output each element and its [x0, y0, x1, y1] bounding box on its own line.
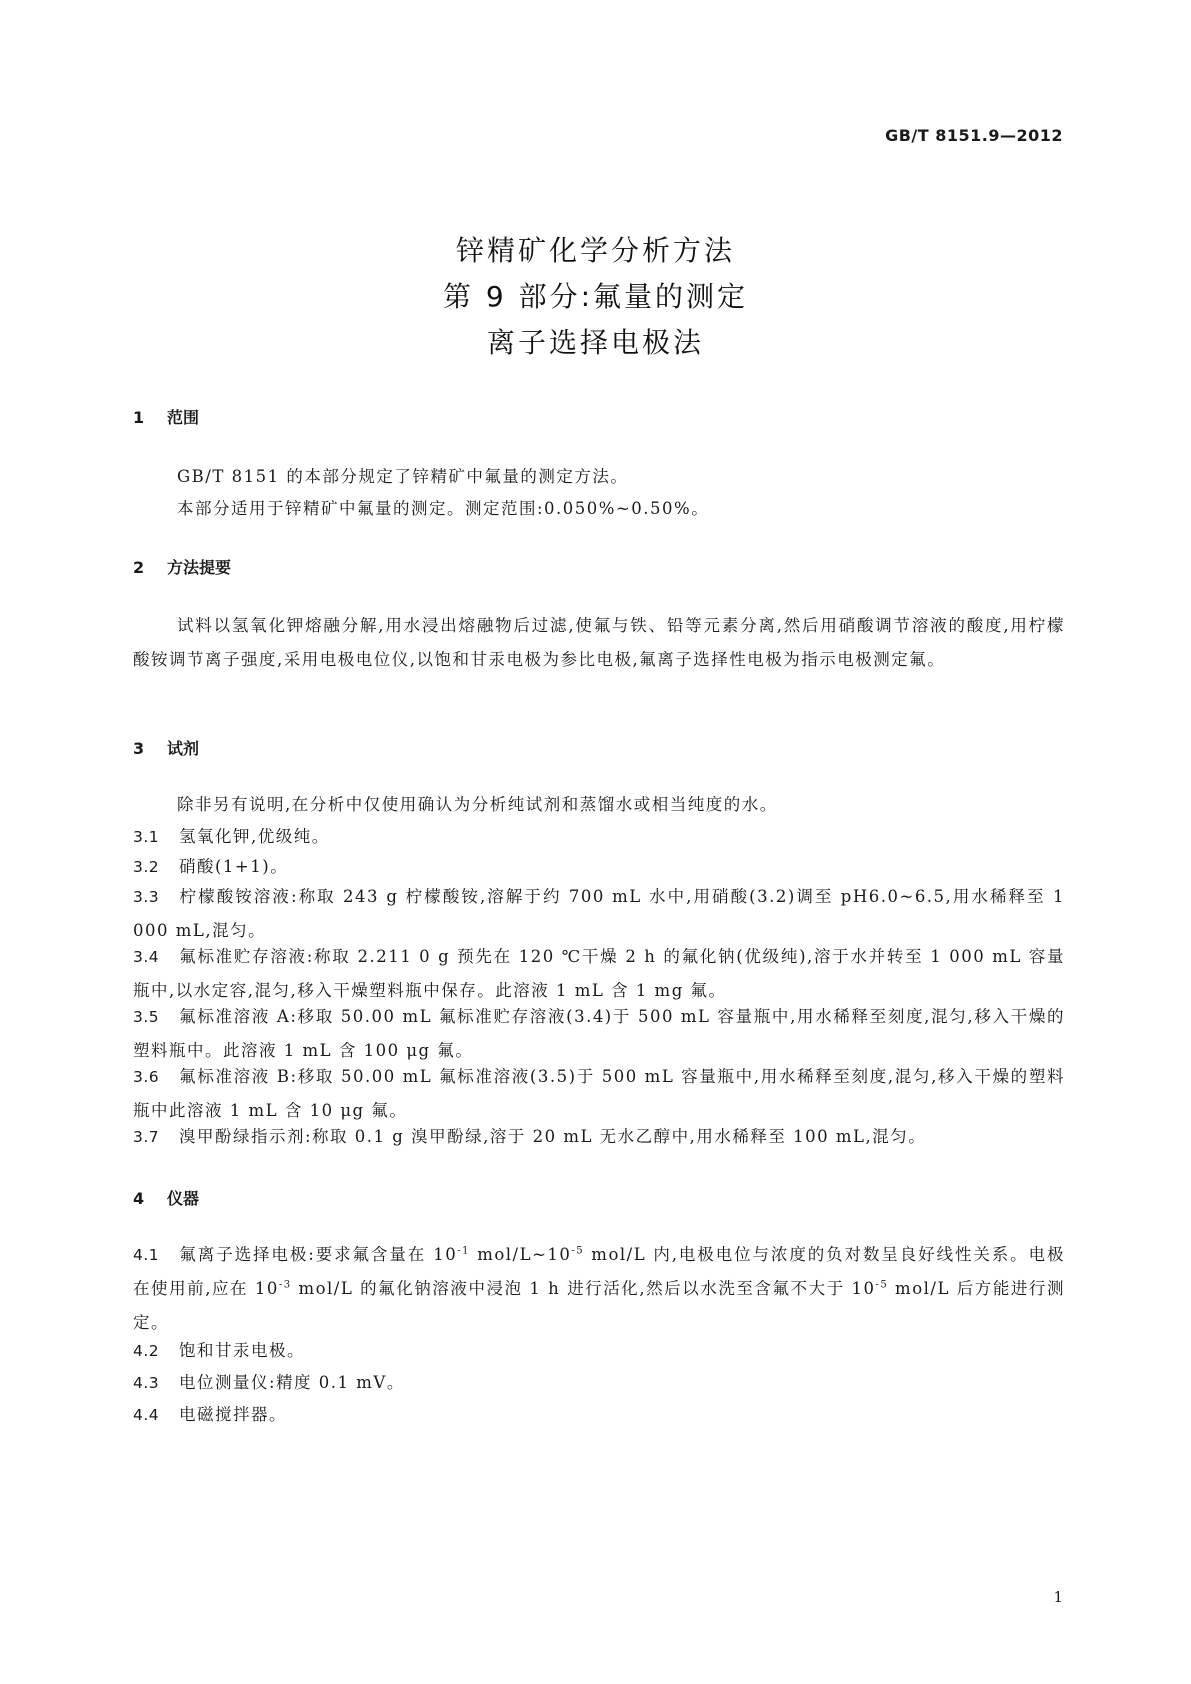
- section-heading-reagents: [133, 736, 199, 759]
- section-title: 方法提要: [167, 558, 232, 577]
- scope-paragraph-2: 本部分适用于锌精矿中氟量的测定。测定范围:0.050%~0.50%。: [177, 499, 710, 518]
- item-text: 饱和甘汞电极。: [179, 1341, 305, 1360]
- section-number: 4: [133, 1189, 145, 1208]
- item-text-part: mol/L~10: [470, 1245, 572, 1264]
- reagent-item: [133, 1000, 1065, 1068]
- reagent-item: [133, 820, 1065, 854]
- exponent: -5: [875, 1279, 889, 1291]
- page-number: 1: [1053, 1588, 1063, 1606]
- reagent-item: [133, 1120, 1065, 1154]
- item-text: 氟标准贮存溶液:称取 2.211 0 g 预先在 120 ℃干燥 2 h 的氟化钠(优级纯),溶于水并转至 1 000 mL 容量瓶中,以水定容,混匀,移入干燥塑料瓶中保存。此溶液 1 mL 含 1 mg 氟。: [133, 947, 1065, 1000]
- method-summary-paragraph: 试料以氢氧化钾熔融分解,用水浸出熔融物后过滤,使氟与铁、铅等元素分离,然后用硝酸调节溶液的酸度,用柠檬酸铵调节离子强度,采用电极电位仪,以饱和甘汞电极为参比电极,氟离子选择性电极为指示电极测定氟。: [133, 616, 1065, 669]
- item-number: 3.1: [133, 828, 160, 846]
- item-text: 氟标准溶液 A:移取 50.00 mL 氟标准贮存溶液(3.4)于 500 mL 容量瓶中,用水稀释至刻度,混匀,移入干燥的塑料瓶中。此溶液 1 mL 含 100 μg 氟。: [133, 1007, 1065, 1060]
- title-line-1: 锌精矿化学分析方法: [455, 234, 735, 267]
- item-text: 氢氧化钾,优级纯。: [179, 827, 330, 846]
- section-title: 仪器: [167, 1189, 200, 1208]
- item-text-part: 氟离子选择电极:要求氟含量在 10: [179, 1245, 458, 1264]
- item-text-part: mol/L 后方能进行测定。: [133, 1279, 1065, 1332]
- document-title: [0, 228, 1191, 366]
- apparatus-item: [133, 1366, 1065, 1400]
- scope-paragraph-1: GB/T 8151 的本部分规定了锌精矿中氟量的测定方法。: [177, 467, 629, 486]
- section-number: 2: [133, 558, 145, 577]
- exponent: -3: [278, 1279, 292, 1291]
- item-text: 电位测量仪:精度 0.1 mV。: [179, 1373, 405, 1392]
- item-number: 4.4: [133, 1406, 160, 1424]
- section-heading-method-summary: [133, 555, 231, 578]
- item-text: 溴甲酚绿指示剂:称取 0.1 g 溴甲酚绿,溶于 20 mL 无水乙醇中,用水稀释至 100 mL,混匀。: [179, 1127, 927, 1146]
- section-number: 1: [133, 408, 145, 427]
- item-text-part: mol/L 内,电极电位与浓度的负对数呈良好线性关系。电极在使用前,应在 10: [133, 1245, 1065, 1298]
- item-text: 柠檬酸铵溶液:称取 243 g 柠檬酸铵,溶解于约 700 mL 水中,用硝酸(3.2)调至 pH6.0~6.5,用水稀释至 1 000 mL,混匀。: [133, 887, 1065, 940]
- item-text: 氟标准溶液 B:移取 50.00 mL 氟标准溶液(3.5)于 500 mL 容量瓶中,用水稀释至刻度,混匀,移入干燥的塑料瓶中此溶液 1 mL 含 10 μg 氟。: [133, 1067, 1065, 1120]
- apparatus-item: [133, 1238, 1065, 1340]
- section-title: 试剂: [167, 739, 200, 758]
- item-number: 3.2: [133, 858, 160, 876]
- item-number: 4.3: [133, 1374, 160, 1392]
- item-number: 4.2: [133, 1342, 160, 1360]
- section-heading-apparatus: [133, 1186, 199, 1209]
- reagents-intro: 除非另有说明,在分析中仅使用确认为分析纯试剂和蒸馏水或相当纯度的水。: [177, 795, 778, 814]
- item-number: 3.7: [133, 1128, 160, 1146]
- apparatus-item: [133, 1334, 1065, 1368]
- apparatus-item: [133, 1398, 1065, 1432]
- reagent-item: [133, 940, 1065, 1008]
- reagent-item: [133, 850, 1065, 884]
- item-number: 3.5: [133, 1008, 160, 1026]
- reagent-item: [133, 1060, 1065, 1128]
- item-number: 3.6: [133, 1068, 160, 1086]
- item-text: 电磁搅拌器。: [179, 1405, 287, 1424]
- exponent: -1: [457, 1245, 471, 1257]
- exponent: -5: [571, 1245, 585, 1257]
- item-text: 硝酸(1+1)。: [179, 857, 289, 876]
- section-heading-scope: [133, 405, 199, 428]
- section-title: 范围: [167, 408, 200, 427]
- title-line-3: 离子选择电极法: [486, 326, 704, 359]
- standard-code: GB/T 8151.9—2012: [885, 126, 1063, 145]
- title-line-2: 第 9 部分:氟量的测定: [442, 280, 749, 313]
- item-number: 4.1: [133, 1246, 160, 1264]
- item-text-part: mol/L 的氟化钠溶液中浸泡 1 h 进行活化,然后以水洗至含氟不大于 10: [291, 1279, 876, 1298]
- item-number: 3.3: [133, 888, 160, 906]
- section-number: 3: [133, 739, 145, 758]
- reagent-item: [133, 880, 1065, 948]
- item-number: 3.4: [133, 948, 160, 966]
